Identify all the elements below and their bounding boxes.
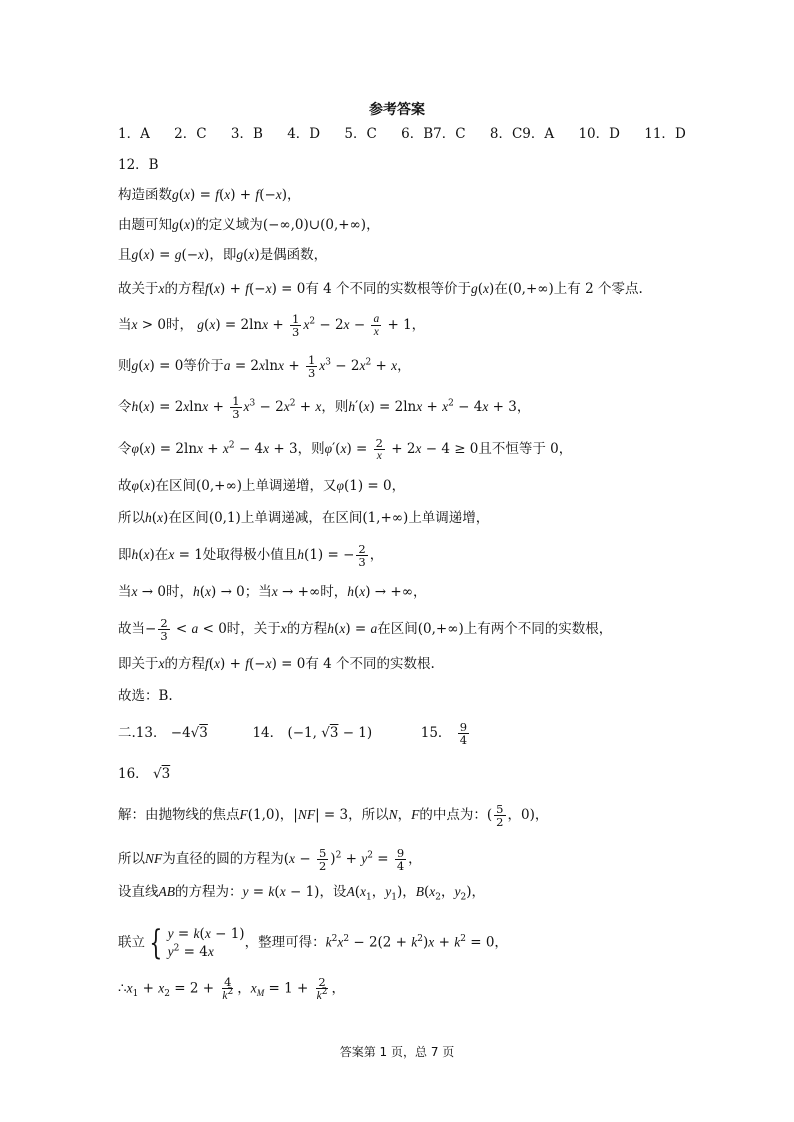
answer-16: 16． √3 (118, 766, 171, 782)
answers-row: 1．A 2．C 3．B 4．D 5．C 6．B7．C 8．C9．A 10．D 11．D (118, 126, 686, 142)
solution-line-9: 故φ(x)在区间(0,+∞)上单调递增，又φ(1) = 0， (118, 478, 406, 494)
solution-line-2: 由题可知g(x)的定义域为(−∞,0)∪(0,+∞)， (118, 217, 380, 233)
q12-answer: 12．B (118, 157, 159, 173)
solution-line-12: 当x → 0时，h(x) → 0；当x → +∞时，h(x) → +∞， (118, 584, 427, 600)
solution-line-14: 即关于x的方程f(x) + f(−x) = 0有 4 个不同的实数根. (118, 656, 435, 672)
solution-line-11: 即h(x)在x = 1处取得极小值且h(1) = − $\frac{2}{3}$ ， (118, 542, 384, 569)
page-footer: 答案第 1 页，总 7 页 (339, 1045, 455, 1059)
solution-line-1: 构造函数g(x) = f(x) + f(−x)， (118, 187, 301, 203)
answers-13-15: 二.13． −4√3 14． (−1, √3 − 1) 15． $\frac{9}{4}$ (118, 720, 468, 747)
solution16-line-3: 设直线AB的方程为：y = k(x − 1)，设$A(x_1$，$y_1$)，$B(x_2$，$y_2$)， (118, 884, 485, 903)
solution-line-13: 故当− $\frac{2}{3}$ < a < 0时，关于x的方程h(x) = a在区间(0,+∞)上有两个不同的实数根， (118, 616, 613, 643)
solution-line-10: 所以h(x)在区间(0,1)上单调递减，在区间(1,+∞)上单调递增， (118, 510, 490, 526)
solution-line-5: 当x > 0时， g(x) = 2lnx + $\frac{1}{3}$ $x^2 - 2x$ − $\frac{a}{x}$ + 1， (118, 312, 426, 339)
solution16-line-5: $\therefore x_1 + x_2 = 2$ + $\frac{4}{k^2}$ ，$x_M = 1$ + $\frac{2}{k^2}$ ， (118, 975, 345, 1002)
solution-line-8: 令$\varphi(x) = 2\ln x + x^2 - 4x + 3$，则φ′(x) = $\frac{2}{x}$ + 2x − 4 ≥ 0且不恒等于 0， (118, 436, 573, 462)
solution-line-6: 则g(x) = 0等价于a = 2xlnx + $\frac{1}{3}$ $x^3 - 2x^2 + x$， (118, 353, 411, 380)
solution16-line-1: 解：由抛物线的焦点F(1,0)，|NF| = 3，所以N，F的中点为：( $\frac{5}{2}$ ，0)， (118, 802, 549, 829)
page-title: 参考答案 (369, 102, 425, 118)
solution-line-4: 故关于x的方程f(x) + f(−x) = 0有 4 个不同的实数根等价于g(x)在(0,+∞)上有 2 个零点. (118, 281, 643, 297)
solution16-line-2: 所以NF为直径的圆的方程为(x − $\frac{5}{2}$ )$^2 + y^2$ = $\frac{9}{4}$ ， (118, 846, 422, 873)
solution-line-7: 令h(x) = 2xlnx + $\frac{1}{3}$ $x^3 - 2x^2 + x$，则$h'(x) = 2\ln x + x^2 - 4x + 3$， (118, 394, 531, 421)
solution16-line-4: 联立 { y = k(x − 1) $y^2 = 4x$ ，整理可得：$k^2x^2 - 2(2 + k^2)x + k^2 = 0$， (118, 923, 508, 963)
solution-line-15: 故选：B. (118, 688, 173, 704)
solution-line-3: 且g(x) = g(−x)，即g(x)是偶函数， (118, 247, 328, 263)
